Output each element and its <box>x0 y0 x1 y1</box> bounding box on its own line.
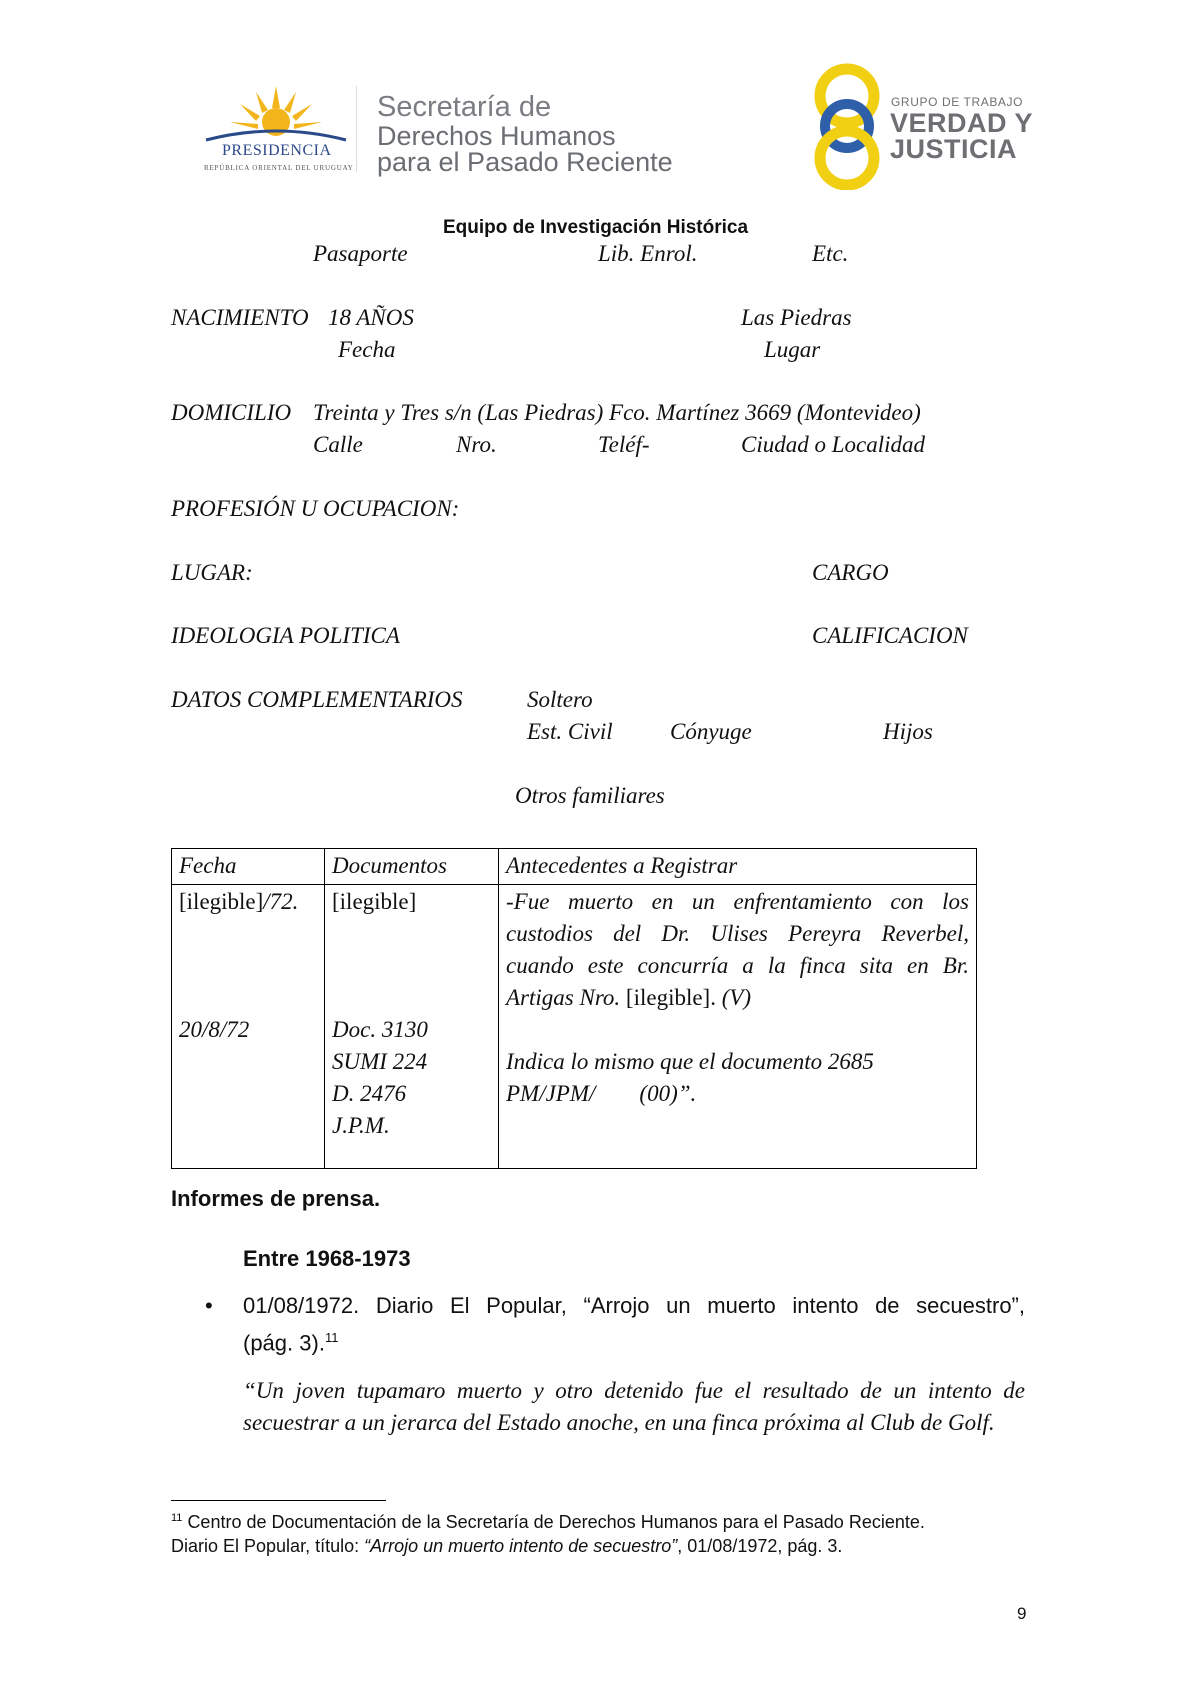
footnote-text2c: , 01/08/1972, pág. 3. <box>677 1536 843 1556</box>
domicilio-value: Treinta y Tres s/n (Las Piedras) Fco. Martínez 3669 (Montevideo) <box>313 400 921 425</box>
presidencia-word: PRESIDENCIA <box>222 142 332 159</box>
footnote-text1: Centro de Documentación de la Secretaría de Derechos Humanos para el Pasado Reciente. <box>187 1512 925 1532</box>
datos-label: DATOS COMPLEMENTARIOS <box>171 687 463 712</box>
grupo-trabajo-logo <box>812 62 1032 192</box>
press-subheading: Entre 1968-1973 <box>243 1246 411 1271</box>
hijos-label: Hijos <box>883 719 933 744</box>
ciudad-label: Ciudad o Localidad <box>741 432 926 457</box>
profesion-label: PROFESIÓN U OCUPACION: <box>171 496 460 521</box>
table-row <box>172 885 977 1169</box>
justicia-text: JUSTICIA <box>890 134 1018 164</box>
nacimiento-lugar: Las Piedras <box>741 305 852 330</box>
bullet-icon: • <box>205 1293 213 1318</box>
republica-text: REPÚBLICA ORIENTAL DEL URUGUAY <box>204 164 354 172</box>
header-divider <box>356 86 357 172</box>
sun-emblem-icon <box>196 82 356 142</box>
press-item-line2 <box>243 1322 1025 1359</box>
row2-fecha: 20/8/72 <box>179 1017 250 1042</box>
row2-ant3: (00)”. <box>639 1081 697 1106</box>
header-fecha: Fecha <box>172 849 325 885</box>
otros-familiares-label: Otros familiares <box>515 783 665 808</box>
row2-doc4: J.P.M. <box>332 1113 390 1138</box>
nacimiento-value: 18 AÑOS <box>328 305 414 330</box>
antecedentes-table <box>171 848 977 1169</box>
row2-ant1: Indica lo mismo que el documento 2685 <box>506 1049 874 1074</box>
secretaria-line3: para el Pasado Reciente <box>377 147 673 177</box>
row1-fecha-b: /72. <box>263 889 299 914</box>
footnote-text2a: Diario El Popular, título: <box>171 1536 360 1556</box>
secretaria-line1: Secretaría de <box>377 91 552 123</box>
row2-doc1: Doc. 3130 <box>332 1017 428 1042</box>
rings-emblem-icon <box>812 62 882 190</box>
grupo-trabajo-text: GRUPO DE TRABAJO <box>891 95 1024 109</box>
press-heading: Informes de prensa. <box>171 1186 381 1211</box>
header-antecedentes: Antecedentes a Registrar <box>499 849 977 885</box>
equipo-title: Equipo de Investigación Histórica <box>442 217 749 238</box>
cargo-label: CARGO <box>812 560 889 585</box>
presidencia-logo <box>196 82 356 174</box>
row1-antecedentes-text <box>506 886 969 1014</box>
press-item-page: (pág. 3). <box>243 1330 325 1356</box>
row1-documentos <box>325 885 499 1169</box>
press-quote: “Un joven tupamaro muerto y otro detenido fue el resultado de un intento de secuestrar a un jerarca del Estado anoche, en una finca próxima al Club de Golf. <box>243 1378 1025 1435</box>
calificacion-label: CALIFICACION <box>812 623 968 648</box>
lugar-label: Lugar <box>764 337 821 362</box>
secretaria-line2: Derechos Humanos <box>377 121 616 151</box>
row1-fecha-a: [ilegible] <box>179 889 264 914</box>
row2-ant-line2 <box>506 1078 969 1110</box>
row1-doc: [ilegible] <box>332 889 417 914</box>
row1-ant-c: (V) <box>721 985 752 1010</box>
page-number: 9 <box>1017 1604 1027 1623</box>
telef-label: Teléf- <box>598 432 650 457</box>
row2-ant2: PM/JPM/ <box>506 1081 596 1106</box>
press-item <box>243 1290 1025 1359</box>
footnote-ref: 11 <box>324 1330 339 1345</box>
domicilio-label: DOMICILIO <box>171 400 292 425</box>
row1-fecha <box>172 885 325 1169</box>
footnote-rule <box>171 1500 386 1501</box>
verdad-text: VERDAD Y <box>890 108 1034 138</box>
nro-label: Nro. <box>456 432 497 457</box>
fecha-label: Fecha <box>338 337 396 362</box>
conyuge-label: Cónyuge <box>670 719 752 744</box>
row1-antecedentes <box>499 885 977 1169</box>
lib-enrol-label: Lib. Enrol. <box>598 241 698 266</box>
footnote-text2b: “Arrojo un muerto intento de secuestro” <box>364 1536 678 1556</box>
ideologia-label: IDEOLOGIA POLITICA <box>171 623 400 648</box>
etc-label: Etc. <box>812 241 849 266</box>
row1-ant-a: -Fue muerto en un enfrentamiento con los custodios del Dr. Ulises Pereyra Reverbel, cuando este concurría a la finca sita en Br. Artigas Nro. <box>506 889 969 1010</box>
soltero-value: Soltero <box>527 687 593 712</box>
row1-ant-b: [ilegible]. <box>625 985 716 1010</box>
footnote-num: 11 <box>171 1512 183 1524</box>
table-header-row <box>172 849 977 885</box>
press-item-line1: 01/08/1972. Diario El Popular, “Arrojo un muerto intento de secuestro”, <box>243 1293 1025 1318</box>
row2-doc2: SUMI 224 <box>332 1049 428 1074</box>
footnote-line1 <box>171 1506 1031 1534</box>
row2-doc3: D. 2476 <box>332 1081 407 1106</box>
nacimiento-label: NACIMIENTO <box>171 305 309 330</box>
footnote <box>171 1506 1031 1558</box>
pasaporte-label: Pasaporte <box>313 241 408 266</box>
header-documentos: Documentos <box>325 849 499 885</box>
calle-label: Calle <box>313 432 363 457</box>
est-civil-label: Est. Civil <box>527 719 613 744</box>
footnote-line2 <box>171 1534 1031 1558</box>
lugar-cargo-label: LUGAR: <box>171 560 253 585</box>
